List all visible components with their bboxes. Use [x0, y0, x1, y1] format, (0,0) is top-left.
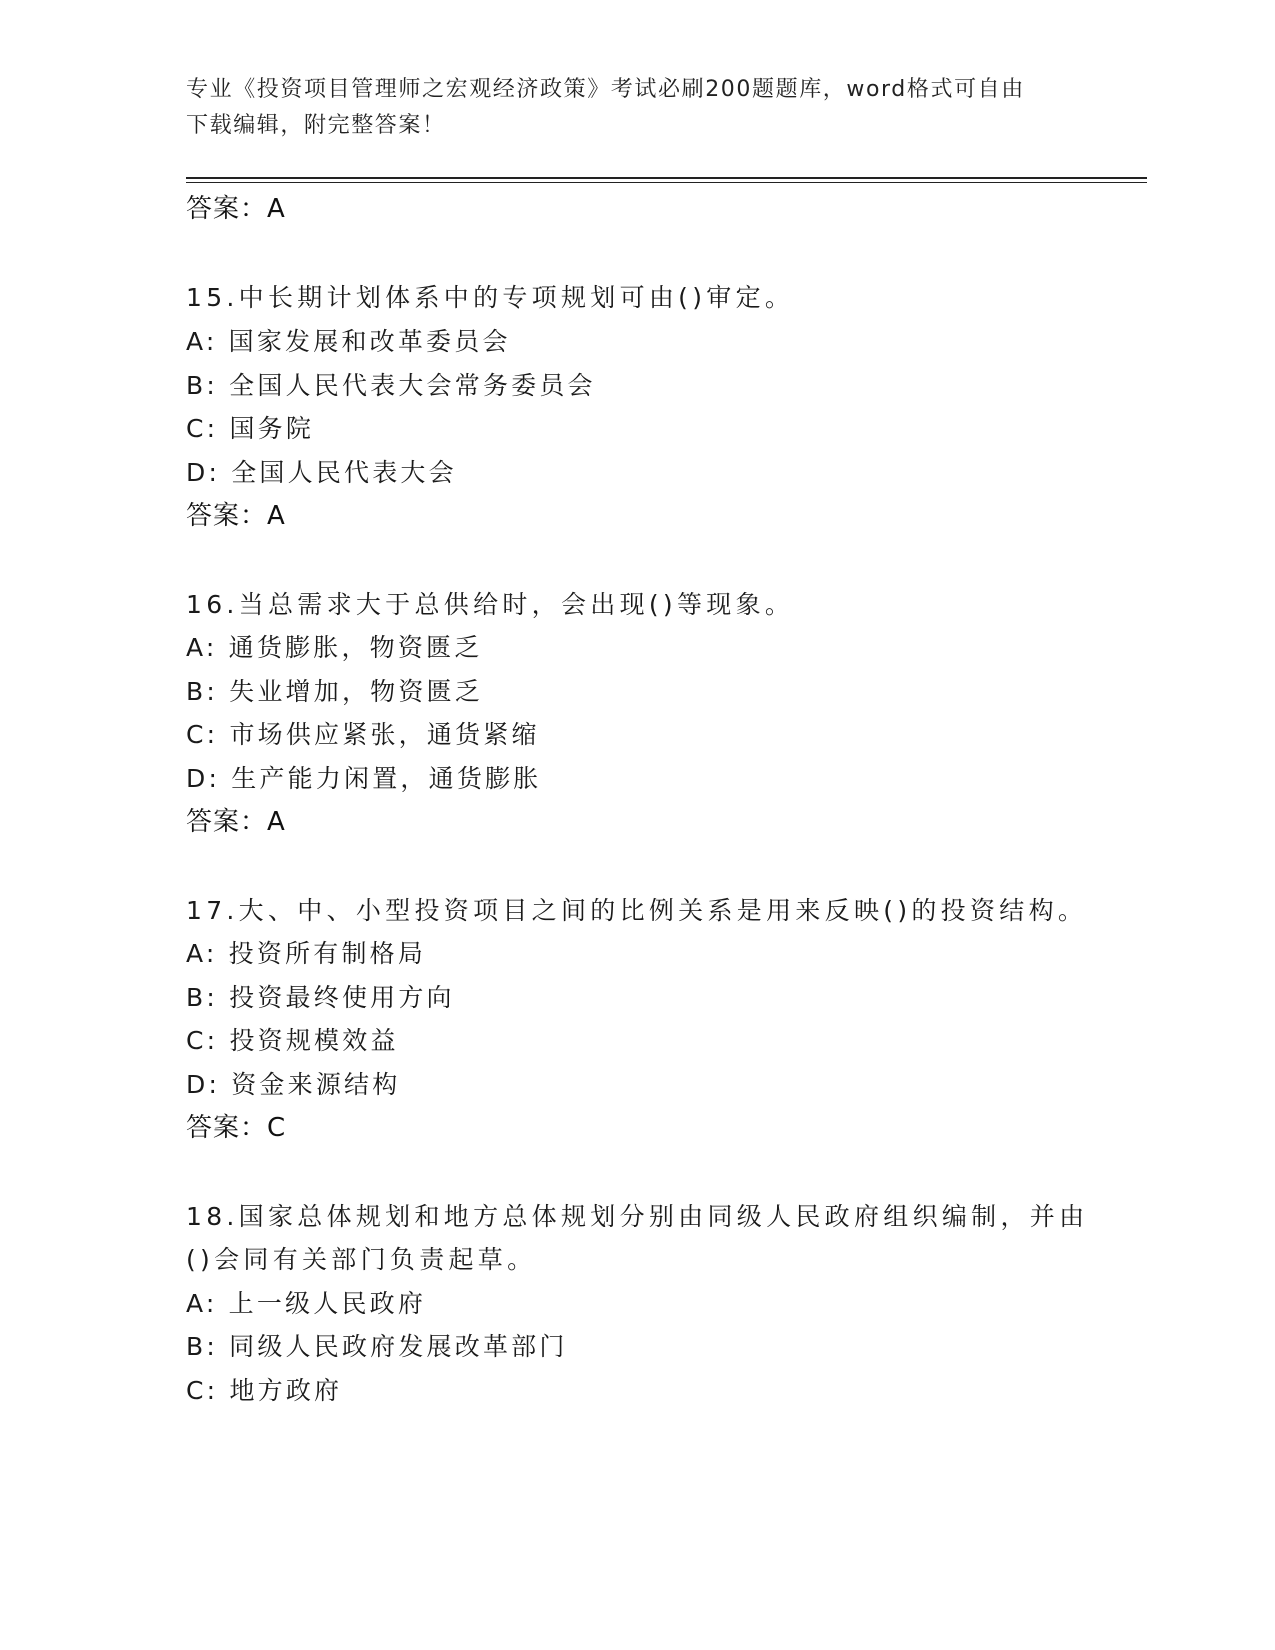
option-b — [186, 676, 483, 708]
question-18-continued: ()会同有关部门负责起草。 — [186, 1245, 537, 1274]
option-text: 资金来源结构 — [231, 1070, 401, 1099]
option-key: C: — [186, 720, 219, 749]
option-c — [186, 1025, 399, 1057]
option-key: D: — [186, 458, 221, 487]
option-a — [186, 326, 511, 358]
question-text: 当总需求大于总供给时，会出现()等现象。 — [238, 590, 795, 619]
option-a — [186, 632, 482, 664]
question-number: 18. — [186, 1202, 239, 1231]
question-number: 16. — [186, 590, 239, 619]
option-c — [186, 719, 540, 751]
option-key: D: — [186, 1070, 221, 1099]
option-key: D: — [186, 764, 221, 793]
option-key: A: — [186, 633, 218, 662]
option-a — [186, 1288, 426, 1320]
option-d — [186, 457, 457, 489]
option-key: A: — [186, 1289, 218, 1318]
option-d — [186, 763, 541, 795]
header-divider-thin — [186, 182, 1147, 183]
document-header — [186, 72, 1066, 144]
header-line-2: 下载编辑，附完整答案！ — [186, 113, 446, 138]
answer-14: 答案：A — [186, 194, 286, 224]
option-text: 全国人民代表大会 — [231, 458, 457, 487]
option-b — [186, 982, 455, 1014]
option-text: 投资最终使用方向 — [229, 983, 455, 1012]
option-b — [186, 1331, 568, 1363]
header-divider — [186, 177, 1147, 179]
question-15 — [186, 282, 794, 314]
option-key: C: — [186, 1026, 219, 1055]
answer-15: 答案：A — [186, 501, 286, 531]
option-text: 同级人民政府发展改革部门 — [229, 1332, 568, 1361]
option-d — [186, 1069, 400, 1101]
option-text: 上一级人民政府 — [228, 1289, 427, 1318]
option-text: 生产能力闲置，通货膨胀 — [231, 764, 542, 793]
question-18 — [186, 1201, 1088, 1233]
option-text: 全国人民代表大会常务委员会 — [229, 371, 596, 400]
option-text: 投资规模效益 — [229, 1026, 399, 1055]
question-number: 17. — [186, 896, 239, 925]
header-line-1: 专业《投资项目管理师之宏观经济政策》考试必刷200题题库，word格式可自由 — [186, 77, 1025, 102]
answer-16: 答案：A — [186, 807, 286, 837]
option-key: B: — [186, 1332, 218, 1361]
option-text: 通货膨胀，物资匮乏 — [228, 633, 483, 662]
question-16 — [186, 589, 794, 621]
option-key: B: — [186, 983, 218, 1012]
option-c — [186, 1375, 342, 1407]
option-key: C: — [186, 414, 219, 443]
question-text: 国家总体规划和地方总体规划分别由同级人民政府组织编制，并由 — [238, 1202, 1089, 1231]
option-text: 国家发展和改革委员会 — [228, 327, 511, 356]
option-key: B: — [186, 371, 218, 400]
option-c — [186, 413, 314, 445]
option-key: C: — [186, 1376, 219, 1405]
option-text: 投资所有制格局 — [228, 939, 427, 968]
option-key: B: — [186, 677, 218, 706]
question-text: 大、中、小型投资项目之间的比例关系是用来反映()的投资结构。 — [238, 896, 1088, 925]
option-a — [186, 938, 426, 970]
question-17 — [186, 895, 1087, 927]
option-text: 国务院 — [229, 414, 315, 443]
option-text: 失业增加，物资匮乏 — [229, 677, 483, 706]
option-text: 市场供应紧张，通货紧缩 — [229, 720, 540, 749]
option-b — [186, 370, 596, 402]
question-number: 15. — [186, 283, 239, 312]
option-text: 地方政府 — [229, 1376, 343, 1405]
option-key: A: — [186, 327, 218, 356]
question-text: 中长期计划体系中的专项规划可由()审定。 — [238, 283, 795, 312]
answer-17: 答案：C — [186, 1113, 287, 1143]
option-key: A: — [186, 939, 218, 968]
